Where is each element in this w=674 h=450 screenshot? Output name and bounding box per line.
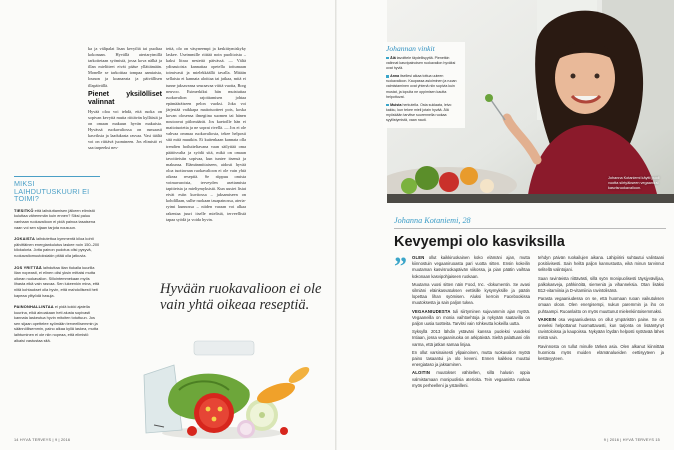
sidebar-lead: JOKAISTA bbox=[14, 236, 35, 242]
paragraph-text: Parasta vegaaniudessa on se, että huomaan ruoan vaikutuksen omaan oloon. Olen energisempi, nukun paremmin ja iho on puhtaampi. Ruoanlaitto on myös muuttunut mielenkiintoisemmaksi. bbox=[538, 296, 664, 314]
paragraph bbox=[412, 309, 530, 328]
tip-lead: Älä bbox=[390, 56, 396, 60]
paragraph bbox=[412, 370, 530, 389]
left-page bbox=[0, 0, 336, 450]
tips-heading: Johannan vinkit bbox=[386, 44, 435, 53]
article-column-1 bbox=[88, 46, 162, 153]
tip-text: itsellesi aikaa tottua uuteen ruokavalioon. Kaupassa asioiminen ja ruoan valmistaminen ovat yhtenä niin sopivia kuin mustat, ja lopulta ne oppimisen kautta helpottuvat. bbox=[386, 74, 457, 99]
paragraph bbox=[538, 255, 664, 274]
paragraph-text: ollut kaikkiruokainen koko elämäni ajan, mutta kiinnostuin vegaaniruoasta pari vuotta sitten. Ensin kokeilin muutaman kasvisruokapäivän viikossa, ja pian päätin vaihtaa kokonaan kasvipohjaiseen ruokaan. bbox=[412, 255, 530, 279]
bullet-icon bbox=[386, 57, 389, 60]
paragraph bbox=[538, 276, 664, 295]
paragraph-text: Syksyllä 2013 lähdin ystäväni kanssa puoleksi vuodeksi Intiaan, jossa vegaaniruoka on arkipäivää. Sieltä palattuani olin varma, että jatkan samaa linjaa. bbox=[412, 329, 530, 347]
sidebar-text: laihduttaa liian tiukalla kuurilla liian nopeasti, ei elinen olisi yksin mittaisi mutta oikean ruokavalion. Sillointemmekaan myös lihasta eikä vain rasvaa. Sen lukeenkin mina, että niitä kohtaukset olla hyvin, että mahdollisesti heti kapeaa ylityödä hasuja. bbox=[14, 264, 100, 298]
paragraph bbox=[538, 317, 664, 342]
paragraph-text: En ollut varsinaisesti ylipainoinen, mutta ruokavalion myötä paino tasaantui ja olo keveni. Ennen kaikkea muuttui energiataso ja jaksaminen. bbox=[412, 349, 530, 368]
paragraph-text: Ravinnosta on tullut minulle tärkeä asia. Olen alkanut kiinnittää huomiota myös muiden elämänalueiden eettisyyteen ja kestävyyteen. bbox=[538, 343, 664, 362]
bullet-icon bbox=[386, 104, 389, 107]
paragraph-text: osa vegaaniudessa on ollut ympäristön paine. Se on onneksi helpottanut huomattavasti, kun tarjonta on lisääntynyt ravintoloissa ja kaupoissa. Nykyään löydän helposti syötävää lähes mistä vain. bbox=[538, 316, 664, 341]
article-title: Kevyempi olo kasviksilla bbox=[394, 228, 666, 250]
tip-item bbox=[386, 74, 462, 99]
page-folio: 9 | 2016 | HYVÄ TERVEYS 15 bbox=[603, 438, 660, 442]
article-column-1 bbox=[412, 255, 530, 391]
page-folio: 14 HYVÄ TERVEYS | 9 | 2016 bbox=[14, 438, 71, 442]
paragraph-text: tuli siirtyminen sujuvammin ajan myötä. Vegaaneilla on monia vaihtoehtoja ja nykyään saatavilla on paljon uusia tuotteita. Tarvitsi vain rohkeutta kokeilla uutta. bbox=[412, 308, 530, 327]
tips-box bbox=[383, 42, 465, 128]
sidebar-item bbox=[14, 304, 100, 343]
article-column-2 bbox=[166, 46, 246, 225]
sidebar-text: laihdutettua kymmentä kiloa kohti päivittäinen energiankulutus laskee noin 150–200 kilokaloria. Jotta painon pudotus olisi pysyvä, ruokavaliomuutoksiakin pitää olla jatkuvia. bbox=[14, 236, 100, 258]
vegetables-illustration bbox=[134, 335, 334, 445]
byline: Johanna Kotaniemi, 28 bbox=[394, 216, 471, 225]
photo-caption: Johanna Kotaniemi käytti puoli vuotta siirtyäkseen vegaaniksi kasvisruokavalioon. bbox=[608, 176, 660, 190]
sidebar-item bbox=[14, 208, 100, 230]
sidebar-heading: MIKSI LAIHDUTUSKUURI EI TOIMI? bbox=[14, 176, 100, 203]
tip-item bbox=[386, 56, 462, 71]
article-column-2 bbox=[538, 255, 664, 364]
sidebar-text: että laihduttamisen jälkeen elimistö kuluttaa vähemmän kuin ennen? Siksi paluu vanhaan ruokavalioon ei pidä painoa tasaisena vaan voi sen sijaan tarjota nousuun. bbox=[14, 207, 96, 230]
paragraph bbox=[538, 344, 664, 363]
paragraph-lead: OLEN bbox=[412, 255, 425, 260]
tip-text: tavoittele täydellisyyttä. Pienetkin valinnat kasvipainoisen ruokavalion hyväksi ovat hyviä. bbox=[386, 56, 456, 71]
sidebar-item bbox=[14, 265, 100, 299]
paragraph-lead: VEGAANIUDESTA bbox=[412, 308, 451, 314]
pull-quote: Hyvään ruokavalioon ei ole vain yhtä oikeaa reseptiä. bbox=[160, 281, 322, 313]
sidebar-lead: JOS YRITTÄÄ bbox=[14, 264, 42, 270]
paragraph-text: muutokset vähitellen, sillä halusin oppia valmistamaan monipuolisia aterioita. Tein vegaanista ruokaa myös perheelleni ja ystävilleni. bbox=[412, 370, 530, 388]
paragraph-text: Saan ravinteista riittävästi, sillä syön monipuolisesti täysjyväviljaa, palkokasveja, pähkinöitä, siemeniä ja vihanneksia. Otan lisäksi B12-vitamiinia ja D-vitamiinia ravintolisänä. bbox=[538, 275, 664, 294]
sidebar-box bbox=[14, 176, 100, 349]
column-text: Hyvää oloa voi tehdä, että ruoka on sopivan kevyttä mutta riittävän kylläistä ja on omaan makuun hyvän makuista. Hyvässä ruokavaliossa on runsaasti kasviksia ja laadukasta rasvaa. Vasi täältä voi on riittävä juomineen. Jos elimistö ei saa tarpeeksi nes- bbox=[88, 108, 162, 151]
section-heading: Pienet yksilölliset valinnat bbox=[88, 90, 162, 106]
tip-lead: Muista bbox=[390, 102, 402, 107]
bullet-icon bbox=[386, 75, 389, 78]
column-text: tettä, olo on väsyneempi ja keskittymiskyky laskee. Useimmille riittää noin puolitoista – kaksi litraa nestettä päivässä. — Vältä ydinasioista kannattaa opetella tottumaan toimivasti ja mielekkäällä tavalla. Mitään sellaista ei kannata aloittaa tai jatkaa, mitä ei tunne jaksavansa seuraavaa viittä vuotta, Borg neuvoo. Esimerkiksi hän muistuttaa ruokavalion rajoittamisen johtaa epämääräiseen pelon vuoksi. Joka voi järjestää vaikkapa maitotuotteet pois, koska kovan olosensa ilmegiina suomen tai hänen noutoavat piilomäärät. Jos kaetoille hän ei maitotuotetta ja ne soprat rivellä. — Jos ei ole vahvaa ommaa ruokavaliosta, tekee helposti sitä mitä muutkin. Ei kuitenkaan kannata olla trendien hoilutteltavana vaan säilyttää oma päätösvalta ja syödä sitä, mikä on omaan tavoitteisiin sopivaa, kun tuntee itsensä ja makunsa. Elämänmittaiseen, aidosti hyvää oloa tuottavaan ruokavalioon ei ole vain yhtä oikeaa reseptiä. Se riippuu omista voimavaroista, terveyden asettamista tapitteista ja mieltymyksistä. Kun uusiet lisiat eivät esiin kuvitossa – jaksamiseen on kohdillaan, sulhe ruokaan tasapainossa, ateria-rytmi kunnossa – niiden varaan voi alkaa rakentaa juuri itselle mielistä, terveellistä tapaa syödä ja voida hyvin. bbox=[166, 46, 246, 222]
paragraph-lead: VAIKEIN bbox=[538, 316, 557, 322]
paragraph bbox=[412, 282, 530, 307]
paragraph bbox=[538, 296, 664, 315]
sidebar-item bbox=[14, 236, 100, 258]
paragraph-text: Muutama vuosi sitten näin Food, Inc. -dokumentin. Se avasi silmiäni eläinkasvatuksen eettisille kysymyksille ja päätin lopettaa lihan syömisen. Aluksi kerroin Facebookissa muutoksesta ja sain paljon tukea. bbox=[412, 281, 530, 306]
paragraph bbox=[412, 329, 530, 348]
sidebar-lead: TIESITKÖ bbox=[14, 207, 34, 213]
paragraph bbox=[412, 255, 530, 280]
column-text: ka ja välipalat lisan kevyiltä tai puoltaa kokonaan. Hyvällä ateriarytmillä tarkoitetaan syömistä, jossa kova nälkä ja illan mielitteet eivät pääse yllättämään. Monelle se tarkoittaa tompaa aamiaista, lounon ja koanaeata ja päivällisen illapäivällä. bbox=[88, 46, 162, 88]
tip-lead: Anna bbox=[390, 74, 400, 79]
paragraph-lead: ALOITIN bbox=[412, 370, 431, 376]
paragraph bbox=[412, 350, 530, 369]
paragraph-text: tehdyn päivän ruokailujen aikana. Lähipiirini suhtautui valintaani positiivisesti. Sain heiltä paljon kannustusta, eikä minun tarvinnut selitellä valintojani. bbox=[538, 255, 664, 273]
tip-text: herkutella. Osta suklaata, leivo kakku, kun tekee mieli jotain hyvää. Älä myöskään tarvitse suurennella ruokaa syyllistymistä, vaan nauti. bbox=[386, 102, 452, 123]
quote-mark-icon: ” bbox=[394, 252, 407, 281]
sidebar-text: ei pidä kokki ajatella kuurina, eikä ainoakaan heti alusta sopivasti kannata laskeutua hyvin mitoiten totuttuun. Jos sen sijaan opettelee syömään terveellisemmin ja säännöllisemmin, paino alkaa kyllä laskea, mutta laihtuminen ei ole niin nopeaa, että elimistö alkaisi vastustaa sitä. bbox=[14, 304, 99, 343]
sidebar-lead: PAINONHALLINTAA bbox=[14, 304, 54, 310]
tip-item bbox=[386, 103, 462, 123]
